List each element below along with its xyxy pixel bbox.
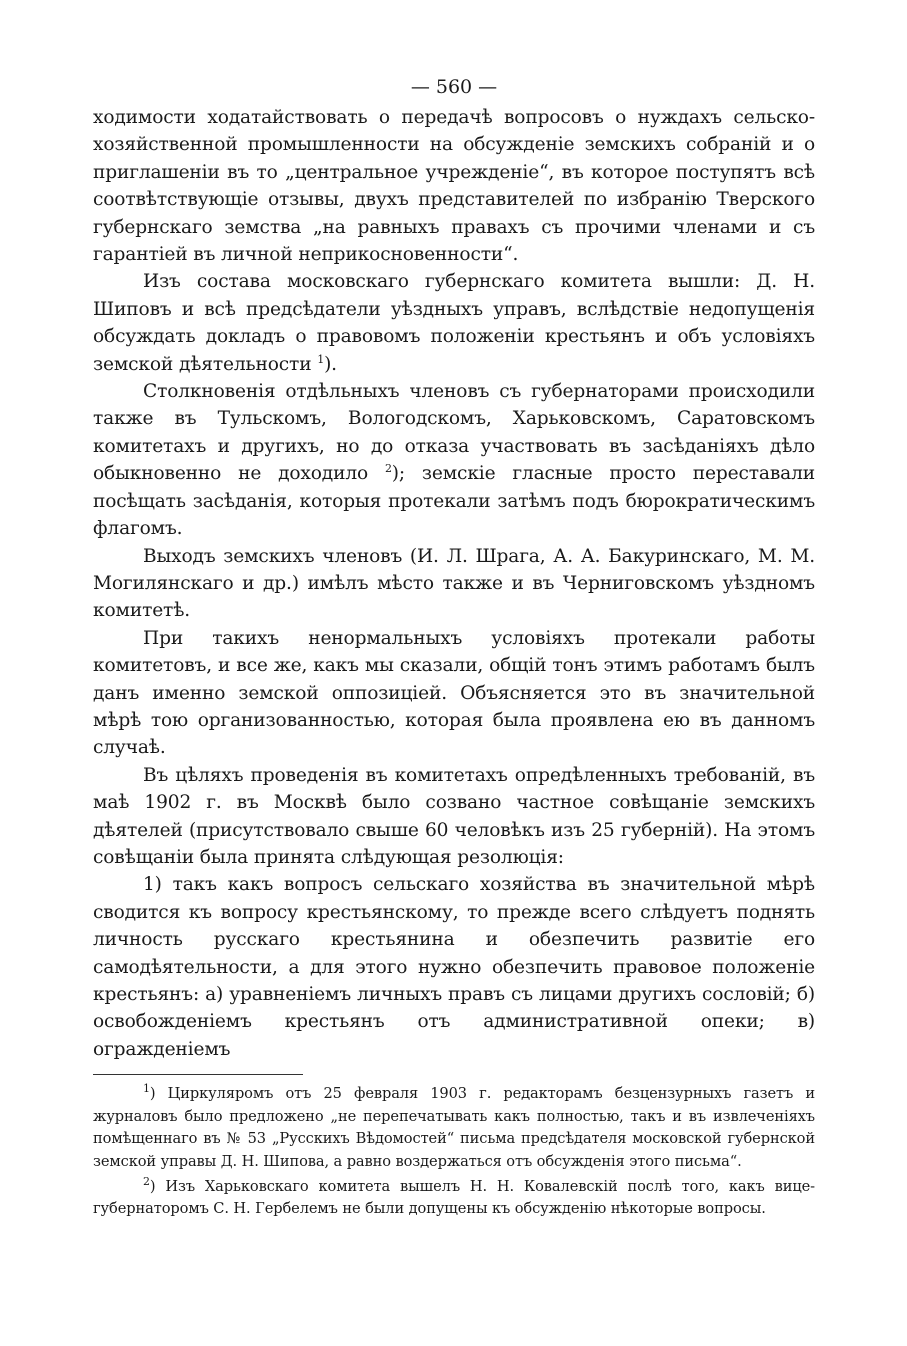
page-number: — 560 — <box>410 76 498 98</box>
paragraph: Выходъ земскихъ членовъ (И. Л. Шрага, А. А. Бакуринскаго, М. М. Могилянскаго и др.) имѣлъ мѣсто также и въ Черниговскомъ уѣздномъ комитетѣ. <box>93 545 815 622</box>
paragraph: 1) такъ какъ вопросъ сельскаго хозяйства въ значительной мѣрѣ сводится къ вопросу крестьянскому, то прежде всего слѣдуетъ поднять личность русскаго крестьянина и обезпечить развитіе его самодѣятельности, а для этого нужно обезпечить правовое положеніе крестьянъ: а) уравненіемъ личныхъ правъ съ лицами другихъ сословій; б) освобожденіемъ крестьянъ отъ административной опеки; в) огражденіемъ <box>93 874 815 1060</box>
footnote-mark: 1 <box>143 1082 150 1096</box>
footnote: $^2$) Изъ Харьковскаго комитета вышелъ Н. Н. Ковалевскій послѣ того, какъ вице-губернаторомъ С. Н. Гербелемъ не были допущены къ обсужденію нѣкоторые вопросы. <box>93 1174 815 1218</box>
paragraph: ходимости ходатайствовать о передачѣ вопросовъ о нуждахъ сельско-хозяйственной промышленности на обсужденіе земскихъ собраній и о приглашеніи въ то „центральное учрежденіе“, въ которое поступятъ всѣ соотвѣтствующіе отзывы, двухъ представителей по избранію Тверского губернскаго земства „на равныхъ правахъ съ прочими членами и съ гарантіей въ личной неприкосновенности“. <box>93 107 815 266</box>
body-text <box>93 104 815 1063</box>
footnote: $^1$) Циркуляромъ отъ 25 февраля 1903 г. редакторамъ безцензурныхъ газетъ и журналовъ было предложено „не перепечатывать какъ полностью, такъ и въ извлеченіяхъ помѣщеннаго въ № 53 „Русскихъ Вѣдомостей“ письма предсѣдателя московской губернской земской управы Д. Н. Шипова, а равно воздержаться отъ обсужденія этого письма“. <box>93 1082 815 1170</box>
footnote-ref: 1 <box>317 352 325 366</box>
footnote-mark: 2 <box>143 1174 150 1188</box>
paragraph: Въ цѣляхъ проведенія въ комитетахъ опредѣленныхъ требованій, въ маѣ 1902 г. въ Москвѣ было созвано частное совѣщаніе земскихъ дѣятелей (присутствовало свыше 60 человѣкъ изъ 25 губерній). На этомъ совѣщаніи была принята слѣдующая резолюція: <box>93 764 815 868</box>
document-page <box>93 72 815 1221</box>
paragraph: При такихъ ненормальныхъ условіяхъ протекали работы комитетовъ, и все же, какъ мы сказали, общій тонъ этимъ работамъ былъ данъ именно земской оппозиціей. Объясняется это въ значительной мѣрѣ тою организованностью, которая была проявлена ею въ данномъ случаѣ. <box>93 627 815 759</box>
footnotes <box>93 1083 815 1221</box>
paragraph: Столкновенія отдѣльныхъ членовъ съ губернаторами происходили также въ Тульскомъ, Вологодскомъ, Харьковскомъ, Саратовскомъ комитетахъ и другихъ, но до отказа участвовать въ засѣданіяхъ дѣло обыкновенно не доходило $^2$); земскіе гласные просто переставали посѣщать засѣданія, которыя протекали затѣмъ подъ бюрократическимъ флагомъ. <box>93 381 815 540</box>
footnote-divider <box>93 1074 303 1075</box>
footnote-ref: 2 <box>384 462 392 476</box>
paragraph: Изъ состава московскаго губернскаго комитета вышли: Д. Н. Шиповъ и всѣ предсѣдатели уѣздныхъ управъ, вслѣдствіе недопущенія обсуждать докладъ о правовомъ положеніи крестьянъ и объ условіяхъ земской дѣятельности $^1$). <box>93 271 815 375</box>
